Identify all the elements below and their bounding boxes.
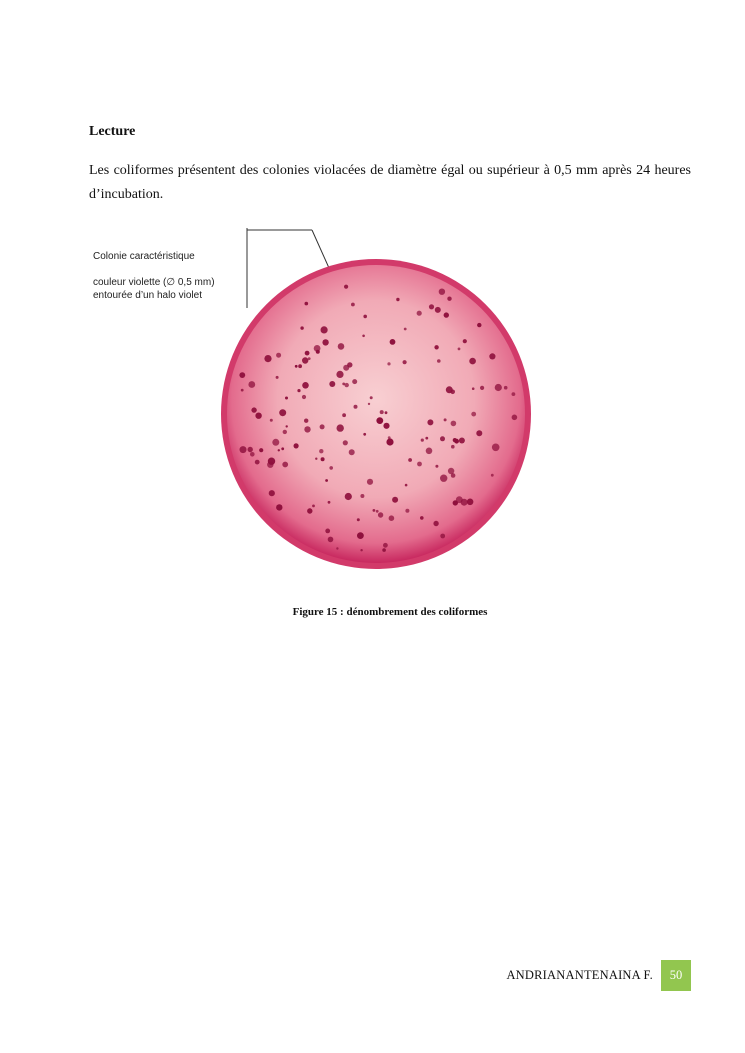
colony-dot — [269, 490, 275, 496]
colony-dot — [383, 543, 388, 548]
colony-dot — [429, 304, 434, 309]
colony-dot — [495, 384, 502, 391]
colony-dot — [459, 438, 465, 444]
colony-dot — [352, 379, 357, 384]
colony-dot — [405, 509, 409, 513]
colony-dot — [512, 392, 516, 396]
colony-dot — [360, 549, 362, 551]
page-footer — [506, 960, 691, 991]
colony-dot — [396, 298, 399, 301]
colony-dot — [294, 443, 299, 448]
colony-dot — [446, 386, 453, 393]
colony-dot — [437, 359, 441, 363]
colony-dot — [272, 439, 279, 446]
colony-dot — [241, 389, 244, 392]
colony-dot — [383, 423, 389, 429]
colony-dot — [440, 475, 447, 482]
colony-dot — [363, 433, 366, 436]
colony-dot — [426, 448, 433, 455]
colony-dot — [302, 382, 309, 389]
colony-dot — [255, 413, 261, 419]
colony-dot — [342, 413, 346, 417]
colony-dot — [357, 518, 360, 521]
colony-dot — [320, 424, 325, 429]
colony-dot — [376, 510, 379, 513]
colony-dot — [405, 484, 408, 487]
colony-dot — [308, 357, 311, 360]
colony-dot — [504, 386, 508, 390]
colony-dot — [251, 407, 256, 412]
colony-dot — [389, 515, 395, 521]
colony-dot — [314, 345, 321, 352]
colony-dot — [489, 353, 495, 359]
colony-dot — [305, 302, 309, 306]
colony-dot — [434, 345, 438, 349]
colony-dot — [283, 430, 287, 434]
colony-dot — [305, 351, 310, 356]
colony-dot — [312, 505, 315, 508]
colony-dot — [282, 462, 288, 468]
colony-dot — [471, 412, 476, 417]
colony-dot — [302, 395, 306, 399]
colony-dot — [435, 465, 438, 468]
colony-dot — [435, 307, 441, 313]
colony-dot — [458, 348, 461, 351]
colony-dot — [322, 339, 328, 345]
colony-dot — [250, 452, 255, 457]
colony-dot — [336, 547, 338, 549]
colony-dot — [279, 409, 286, 416]
colony-dot — [321, 457, 325, 461]
colony-dot — [417, 462, 422, 467]
colony-dot — [463, 339, 467, 343]
colony-dot — [325, 529, 330, 534]
colony-dot — [392, 497, 398, 503]
colony-dot — [259, 448, 263, 452]
colony-dot — [439, 289, 445, 295]
colony-dot — [343, 365, 349, 371]
colony-dot — [351, 303, 355, 307]
colony-dot — [476, 430, 482, 436]
colony-dot — [417, 311, 422, 316]
colony-dot — [390, 339, 396, 345]
figure-caption: Figure 15 : dénombrement des coliformes — [292, 606, 488, 618]
annotation-line-3: entourée d’un halo violet — [93, 290, 202, 301]
colony-dot — [440, 436, 445, 441]
colony-dot — [315, 458, 317, 460]
body-paragraph: Les coliformes présentent des colonies violacées de diamètre égal ou supérieur à 0,5 mm après 24 heures d’incubation. — [89, 163, 691, 202]
colony-dot — [298, 364, 302, 368]
colony-dot — [270, 419, 273, 422]
colony-dot — [239, 372, 245, 378]
colony-dot — [467, 499, 474, 506]
colony-dot — [267, 462, 273, 468]
colony-dot — [321, 326, 328, 333]
colony-dot — [276, 353, 281, 358]
colony-dot — [512, 415, 518, 421]
colony-dot — [304, 419, 308, 423]
colony-dot — [444, 418, 447, 421]
colony-dot — [302, 357, 308, 363]
colony-dot — [285, 397, 288, 400]
colony-dot — [344, 285, 348, 289]
colony-dot — [255, 460, 260, 465]
colony-dot — [248, 381, 255, 388]
colony-dot — [447, 297, 451, 301]
page-number-badge: 50 — [661, 960, 691, 991]
colony-dot — [345, 493, 352, 500]
colony-dot — [297, 389, 300, 392]
annotation-line-1: Colonie caractéristique — [93, 251, 195, 262]
colony-dot — [300, 326, 303, 329]
colony-dot — [421, 439, 424, 442]
colony-dot — [357, 532, 364, 539]
colony-dot — [388, 436, 391, 439]
colony-dot — [304, 426, 310, 432]
colony-dot — [472, 387, 475, 390]
colony-dot — [240, 446, 247, 453]
colony-dot — [278, 449, 280, 451]
colony-dot — [378, 512, 383, 517]
colony-dot — [477, 323, 481, 327]
colony-dot — [337, 424, 344, 431]
colony-dot — [480, 386, 484, 390]
section-heading: Lecture — [89, 124, 136, 139]
colony-dot — [248, 447, 253, 452]
colony-dot — [345, 383, 349, 387]
colony-dot — [385, 411, 388, 414]
colony-dot — [295, 365, 298, 368]
colony-dot — [403, 360, 407, 364]
colony-dot — [408, 458, 412, 462]
colony-dot — [338, 343, 345, 350]
colony-dot — [453, 438, 457, 442]
colony-dot — [281, 447, 284, 450]
footer-author: ANDRIANANTENAINA F. — [506, 968, 653, 982]
colony-dot — [349, 449, 355, 455]
colony-dot — [469, 358, 476, 365]
colony-dot — [354, 405, 358, 409]
colony-dot — [342, 383, 345, 386]
colony-dot — [444, 312, 449, 317]
colony-dot — [376, 417, 383, 424]
colony-dot — [373, 509, 376, 512]
colony-dot — [286, 425, 288, 427]
colony-dot — [360, 494, 364, 498]
colony-dot — [370, 396, 373, 399]
colony-dot — [319, 449, 323, 453]
colony-dot — [343, 440, 348, 445]
colony-dot — [404, 328, 407, 331]
petri-dish-agar — [227, 265, 525, 563]
colony-dot — [440, 534, 445, 539]
annotation-line-2: couleur violette (∅ 0,5 mm) — [93, 277, 215, 288]
colony-dot — [427, 419, 433, 425]
colony-dot — [325, 479, 328, 482]
colony-dot — [363, 315, 367, 319]
colony-dot — [491, 474, 494, 477]
colony-dot — [492, 444, 500, 452]
colony-dot — [362, 335, 365, 338]
colony-dot — [307, 508, 312, 513]
colony-dot — [329, 466, 333, 470]
colony-dot — [433, 521, 438, 526]
colony-dot — [387, 362, 390, 365]
colony-dot — [451, 421, 457, 427]
colony-dot — [448, 468, 454, 474]
colony-dot — [328, 501, 331, 504]
colony-dot — [276, 504, 282, 510]
colony-dot — [329, 381, 335, 387]
colony-dot — [453, 500, 458, 505]
colony-dot — [264, 355, 271, 362]
colony-dot — [276, 376, 279, 379]
colony-dot — [336, 371, 343, 378]
colony-dot — [451, 445, 455, 449]
colony-dot — [382, 548, 386, 552]
colony-dot — [368, 403, 370, 405]
colony-dot — [367, 479, 373, 485]
colony-dot — [380, 410, 384, 414]
colony-dot — [386, 438, 393, 445]
colony-dot — [420, 516, 424, 520]
colony-dot — [328, 537, 334, 543]
colony-dot — [425, 437, 428, 440]
